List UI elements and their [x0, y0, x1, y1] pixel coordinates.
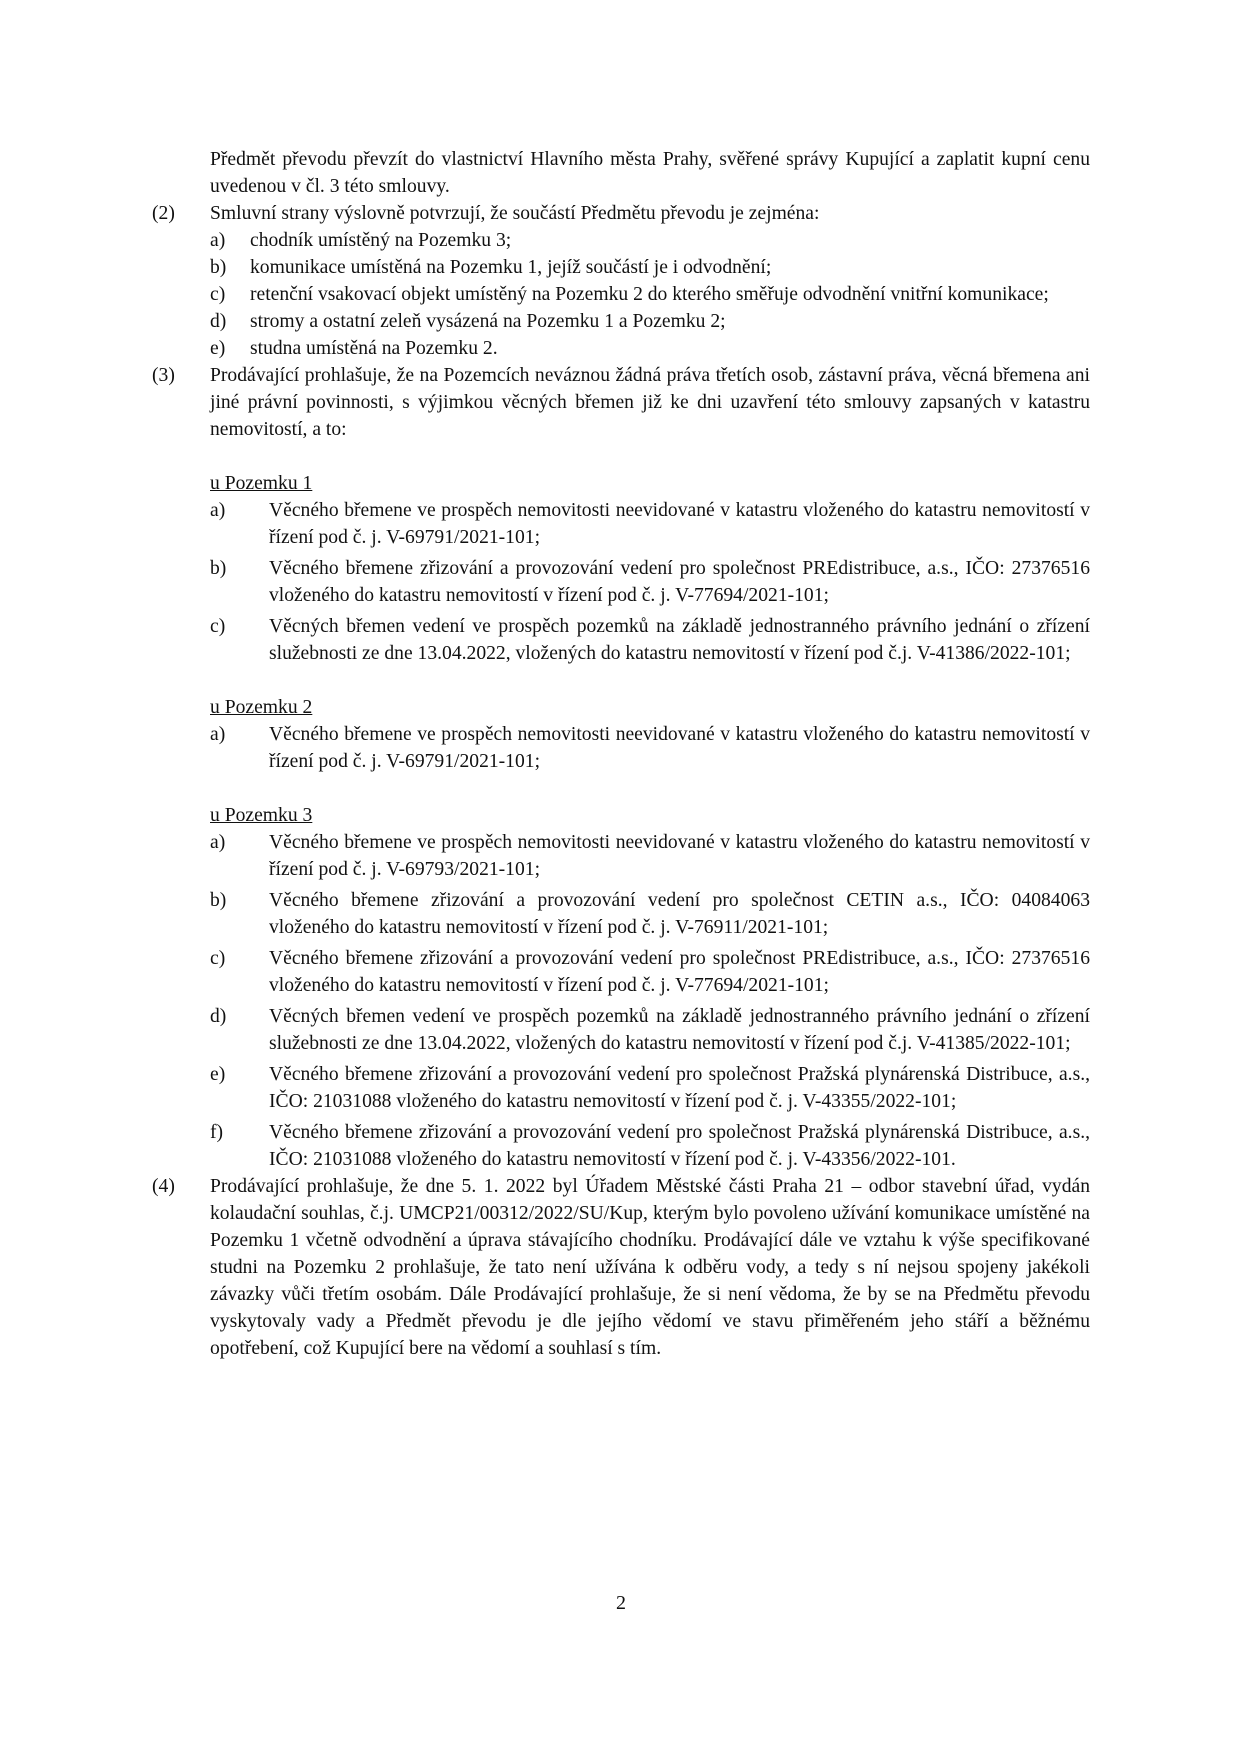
list-item-text: Věcného břemene zřizování a provozování vedení pro společnost CETIN a.s., IČO: 04084063 vloženého do katastru nemovitostí v řízení pod č. j. V-76911/2021-101;	[269, 890, 1090, 938]
paragraph-4-text: Prodávající prohlašuje, že dne 5. 1. 2022 byl Úřadem Městské části Praha 21 – odbor stavební úřad, vydán kolaudační souhlas, č.j. UMCP21/00312/2022/SU/Kup, kterým bylo povoleno užívání komunikace umístěné na Pozemku 1 včetně odvodnění a úprava stávajícího chodníku. Prodávající dále ve vztahu k výše specifikované studni na Pozemku 2 prohlašuje, že tato není užívána k odběru vody, a tedy s ní nejsou spojeny jakékoli závazky vůči třetím osobám. Dále Prodávající prohlašuje, že si není vědoma, že by se na Předmětu převodu vyskytovaly vady a Předmět převodu je dle jejího vědomí ve stavu přiměřeném jeho stáří a běžnému opotřebení, což Kupující bere na vědomí a souhlasí s tím.	[210, 1176, 1090, 1359]
list-item-label: c)	[210, 284, 226, 305]
list-item-text: Věcného břemene zřizování a provozování vedení pro společnost PREdistribuce, a.s., IČO: 27376516 vloženého do katastru nemovitostí v řízení pod č. j. V-77694/2021-101;	[269, 948, 1090, 996]
list-item-text: Věcného břemene ve prospěch nemovitosti neevidované v katastru vloženého do katastru nemovitostí v řízení pod č. j. V-69791/2021-101;	[269, 500, 1090, 548]
list-item-label: e)	[210, 338, 226, 359]
list-item-label: c)	[210, 616, 226, 637]
list-item	[210, 254, 1090, 281]
paragraph-4	[152, 1173, 1090, 1362]
parcel-2-section	[210, 694, 1090, 775]
list-item	[210, 721, 1090, 775]
list-item	[210, 308, 1090, 335]
list-item-text: Věcného břemene ve prospěch nemovitosti neevidované v katastru vloženého do katastru nemovitostí v řízení pod č. j. V-69793/2021-101;	[269, 832, 1090, 880]
list-item-text: Věcných břemen vedení ve prospěch pozemků na základě jednostranného právního jednání o zřízení služebnosti ze dne 13.04.2022, vložených do katastru nemovitostí v řízení pod č.j. V-41386/2022-101;	[269, 616, 1090, 664]
list-item-text: chodník umístěný na Pozemku 3;	[250, 230, 512, 251]
list-item	[210, 945, 1090, 999]
list-item-text: retenční vsakovací objekt umístěný na Pozemku 2 do kterého směřuje odvodnění vnitřní komunikace;	[250, 284, 1049, 305]
list-item-label: c)	[210, 948, 226, 969]
list-item-text: stromy a ostatní zeleň vysázená na Pozemku 1 a Pozemku 2;	[250, 311, 726, 332]
paragraph-1-continuation	[152, 146, 1090, 200]
list-item	[210, 887, 1090, 941]
list-item	[210, 497, 1090, 551]
list-item	[210, 1003, 1090, 1057]
list-item-text: Věcného břemene zřizování a provozování vedení pro společnost Pražská plynárenská Distribuce, a.s., IČO: 21031088 vloženého do katastru nemovitostí v řízení pod č. j. V-43355/2022-101;	[269, 1064, 1090, 1112]
parcel-3-heading: u Pozemku 3	[210, 805, 313, 826]
list-item-label: f)	[210, 1122, 224, 1143]
paragraph-1-text: Předmět převodu převzít do vlastnictví Hlavního města Prahy, svěřené správy Kupující a zaplatit kupní cenu uvedenou v čl. 3 této smlouvy.	[210, 149, 1090, 197]
list-item	[210, 555, 1090, 609]
list-item-label: d)	[210, 1006, 227, 1027]
list-item-label: a)	[210, 832, 226, 853]
paragraph-2-lead: Smluvní strany výslovně potvrzují, že součástí Předmětu převodu je zejména:	[210, 203, 820, 224]
page-number: 2	[616, 1592, 626, 1614]
list-item-text: Věcného břemene ve prospěch nemovitosti neevidované v katastru vloženého do katastru nemovitostí v řízení pod č. j. V-69791/2021-101;	[269, 724, 1090, 772]
list-item-label: d)	[210, 311, 227, 332]
list-item	[210, 829, 1090, 883]
list-item-text: Věcných břemen vedení ve prospěch pozemků na základě jednostranného právního jednání o zřízení služebnosti ze dne 13.04.2022, vložených do katastru nemovitostí v řízení pod č.j. V-41385/2022-101;	[269, 1006, 1090, 1054]
list-item-label: a)	[210, 230, 226, 251]
list-item	[210, 1061, 1090, 1115]
list-item-text: Věcného břemene zřizování a provozování vedení pro společnost Pražská plynárenská Distribuce, a.s., IČO: 21031088 vloženého do katastru nemovitostí v řízení pod č. j. V-43356/2022-101.	[269, 1122, 1090, 1170]
parcel-1-heading: u Pozemku 1	[210, 473, 313, 494]
paragraph-number: (2)	[152, 203, 175, 224]
list-item	[210, 281, 1090, 308]
paragraph-2	[152, 200, 1090, 362]
paragraph-3	[152, 362, 1090, 1173]
list-item	[210, 227, 1090, 254]
list-item-text: komunikace umístěná na Pozemku 1, jejíž součástí je i odvodnění;	[250, 257, 772, 278]
list-item	[210, 335, 1090, 362]
list-item	[210, 613, 1090, 667]
list-item-label: b)	[210, 890, 227, 911]
paragraph-number: (4)	[152, 1176, 175, 1197]
parcel-2-heading: u Pozemku 2	[210, 697, 313, 718]
document-body	[152, 146, 1090, 1362]
list-item-label: a)	[210, 500, 226, 521]
parcel-3-section	[210, 802, 1090, 1173]
paragraph-3-lead: Prodávající prohlašuje, že na Pozemcích neváznou žádná práva třetích osob, zástavní práva, věcná břemena ani jiné právní povinnosti, s výjimkou věcných břemen již ke dni uzavření této smlouvy zapsaných v katastru nemovitostí, a to:	[210, 365, 1090, 440]
parcel-1-section	[210, 470, 1090, 667]
list-item-label: b)	[210, 257, 227, 278]
list-item	[210, 1119, 1090, 1173]
paragraph-number: (3)	[152, 365, 175, 386]
list-item-label: b)	[210, 558, 227, 579]
list-item-text: studna umístěná na Pozemku 2.	[250, 338, 498, 359]
list-item-label: e)	[210, 1064, 226, 1085]
list-item-label: a)	[210, 724, 226, 745]
list-item-text: Věcného břemene zřizování a provozování vedení pro společnost PREdistribuce, a.s., IČO: 27376516 vloženého do katastru nemovitostí v řízení pod č. j. V-77694/2021-101;	[269, 558, 1090, 606]
